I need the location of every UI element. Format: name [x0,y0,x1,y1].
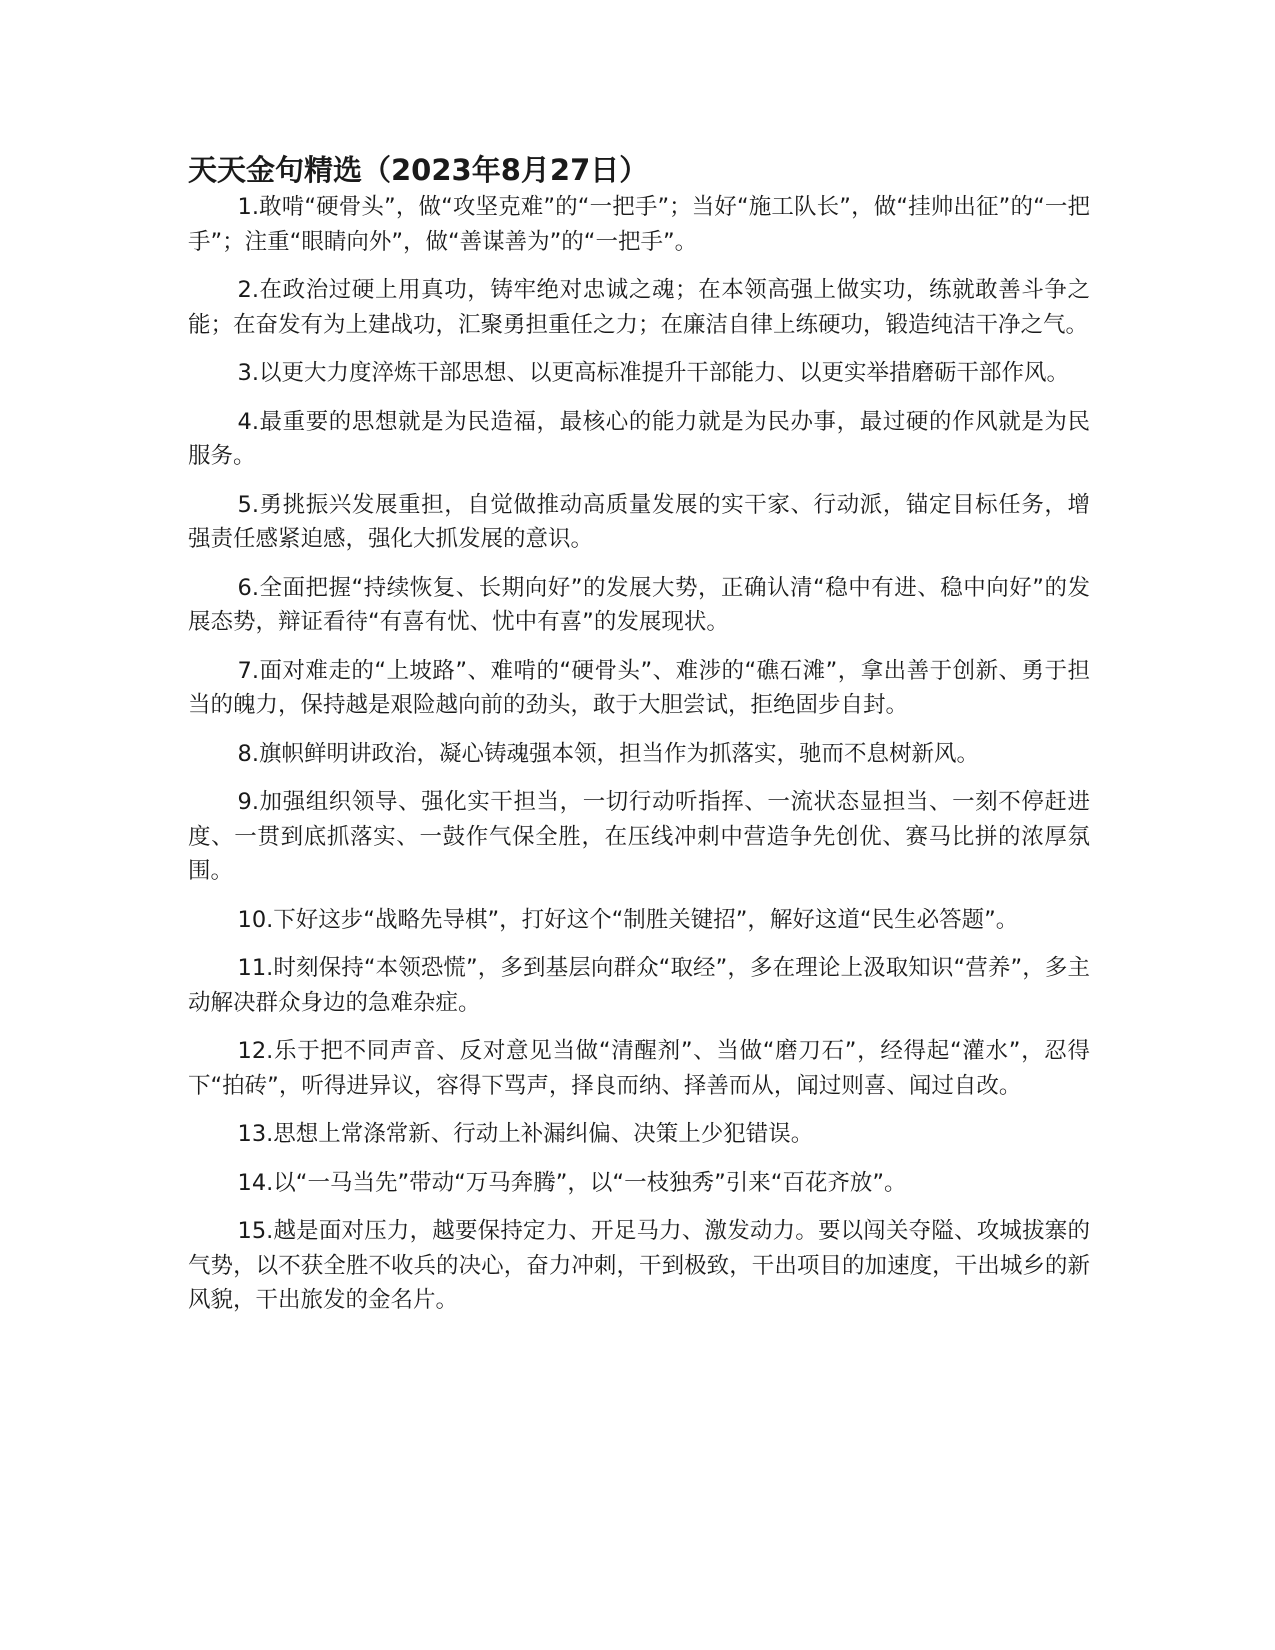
quote-item-7: 7.面对难走的“上坡路”、难啃的“硬骨头”、难涉的“礁石滩”，拿出善于创新、勇于担当的魄力，保持越是艰险越向前的劲头，敢于大胆尝试，拒绝固步自封。 [188,657,1090,718]
quote-item-12: 12.乐于把不同声音、反对意见当做“清醒剂”、当做“磨刀石”，经得起“灌水”，忍得下“拍砖”，听得进异议，容得下骂声，择良而纳、择善而从，闻过则喜、闻过自改。 [188,1038,1090,1099]
quote-item-9: 9.加强组织领导、强化实干担当，一切行动听指挥、一流状态显担当、一刻不停赶进度、一贯到底抓落实、一鼓作气保全胜，在压线冲刺中营造争先创优、赛马比拼的浓厚氛围。 [188,789,1090,884]
quote-list [188,190,1090,1318]
quote-item-15: 15.越是面对压力，越要保持定力、开足马力、激发动力。要以闯关夺隘、攻城拔寨的气势，以不获全胜不收兵的决心，奋力冲刺，干到极致，干出项目的加速度，干出城乡的新风貌，干出旅发的金名片。 [188,1218,1090,1313]
quote-item-3: 3.以更大力度淬炼干部思想、以更高标准提升干部能力、以更实举措磨砺干部作风。 [237,360,1069,386]
quote-item-6: 6.全面把握“持续恢复、长期向好”的发展大势，正确认清“稳中有进、稳中向好”的发展态势，辩证看待“有喜有忧、忧中有喜”的发展现状。 [188,574,1090,635]
quote-item-11: 11.时刻保持“本领恐慌”，多到基层向群众“取经”，多在理论上汲取知识“营养”，多主动解决群众身边的急难杂症。 [188,955,1090,1016]
quote-item-13: 13.思想上常涤常新、行动上补漏纠偏、决策上少犯错误。 [237,1121,814,1147]
quote-item-10: 10.下好这步“战略先导棋”，打好这个“制胜关键招”，解好这道“民生必答题”。 [237,906,1019,933]
quote-item-1: 1.敢啃“硬骨头”，做“攻坚克难”的“一把手”；当好“施工队长”，做“挂帅出征”的“一把手”；注重“眼睛向外”，做“善谋善为”的“一把手”。 [188,194,1090,255]
quote-item-14: 14.以“一马当先”带动“万马奔腾”，以“一枝独秀”引来“百花齐放”。 [237,1169,907,1196]
quote-item-2: 2.在政治过硬上用真功，铸牢绝对忠诚之魂；在本领高强上做实功，练就敢善斗争之能；在奋发有为上建战功，汇聚勇担重任之力；在廉洁自律上练硬功，锻造纯洁干净之气。 [188,277,1090,338]
document-title: 天天金句精选（2023年8月27日） [188,153,649,187]
quote-item-8: 8.旗帜鲜明讲政治，凝心铸魂强本领，担当作为抓落实，驰而不息树新风。 [237,740,979,767]
document-body [188,150,1090,1332]
quote-item-4: 4.最重要的思想就是为民造福，最核心的能力就是为民办事，最过硬的作风就是为民服务。 [188,408,1090,469]
quote-item-5: 5.勇挑振兴发展重担，自觉做推动高质量发展的实干家、行动派，锚定目标任务，增强责任感紧迫感，强化大抓发展的意识。 [188,491,1090,552]
